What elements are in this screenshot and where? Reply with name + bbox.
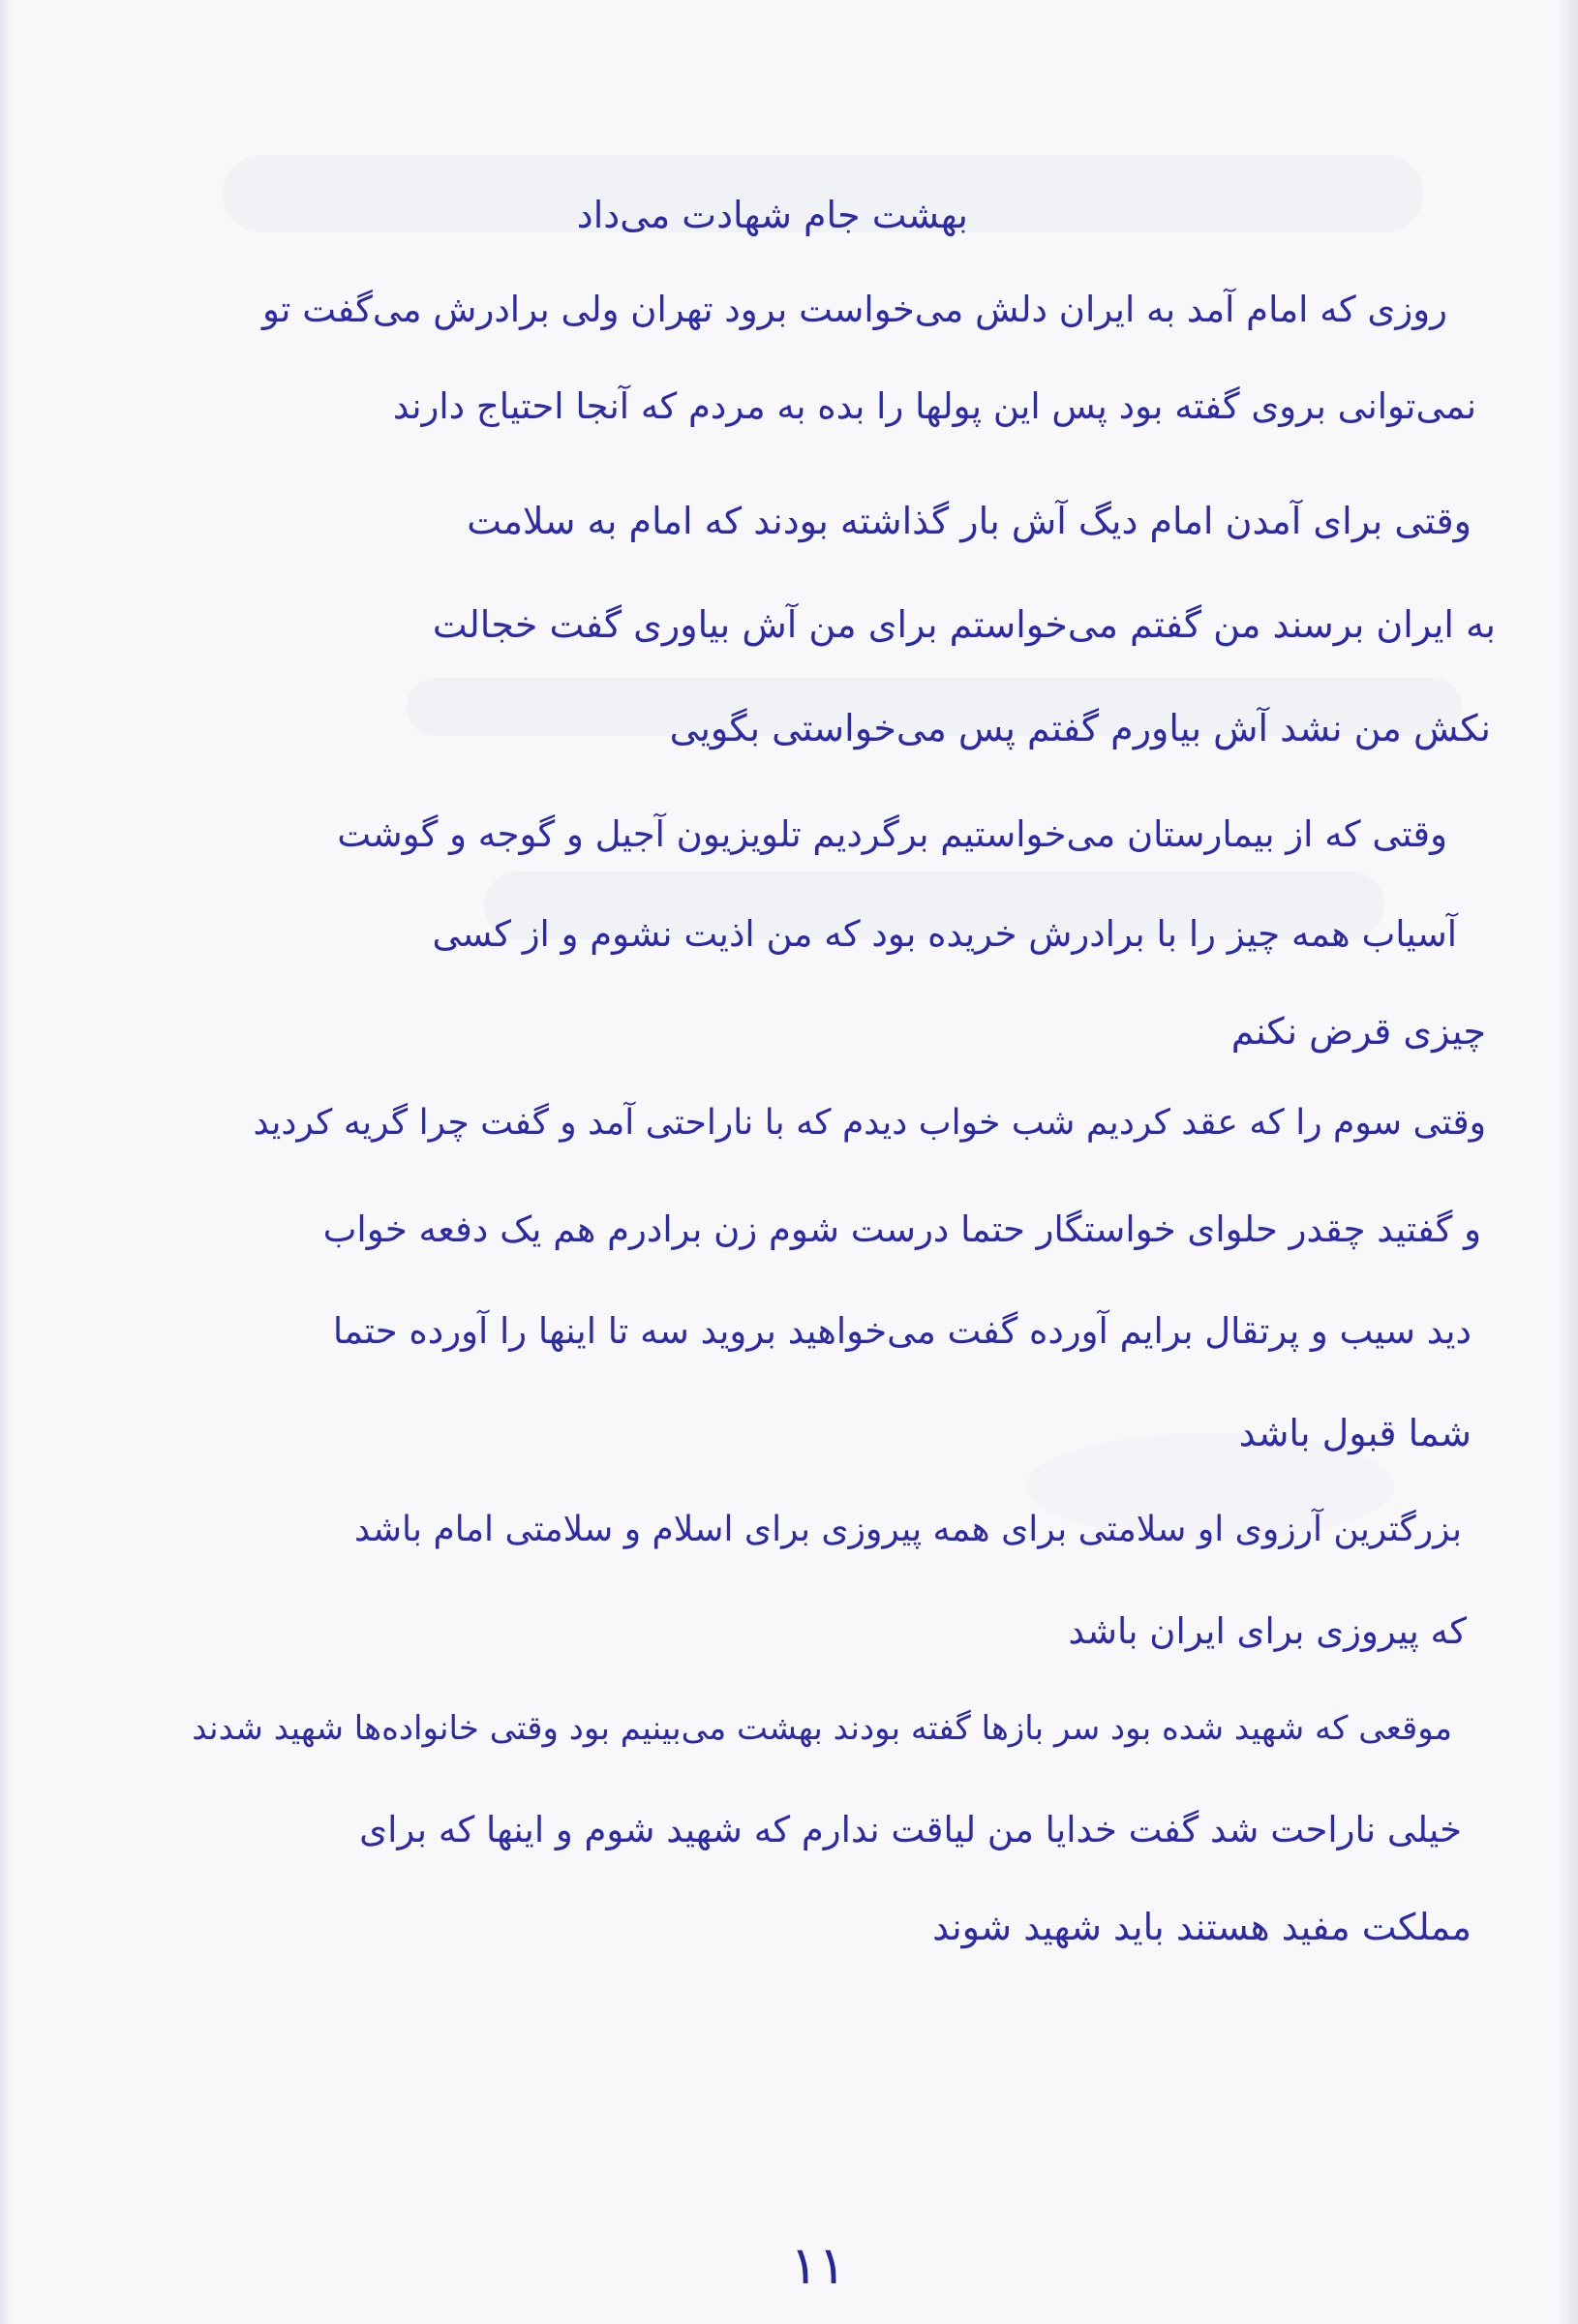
handwritten-line: بهشت جام شهادت می‌داد <box>576 194 968 236</box>
handwritten-line: وقتی برای آمدن امام دیگ آش بار گذاشته بودند که امام به سلامت <box>467 500 1472 542</box>
handwritten-line: شما قبول باشد <box>1238 1412 1472 1454</box>
scan-edge-left <box>0 0 14 2324</box>
handwritten-line: که پیروزی برای ایران باشد <box>1068 1610 1467 1652</box>
handwritten-line: و گفتید چقدر حلوای خواستگار حتما درست شوم زن برادرم هم یک دفعه خواب <box>322 1208 1481 1250</box>
handwritten-line: مملکت مفید هستند باید شهید شوند <box>932 1906 1472 1948</box>
handwritten-line: نکش من نشد آش بیاورم گفتم پس می‌خواستی بگویی <box>669 707 1491 749</box>
handwritten-line: به ایران برسند من گفتم می‌خواستم برای من آش بیاوری گفت خجالت <box>432 603 1496 646</box>
handwritten-line: بزرگترین آرزوی او سلامتی برای همه پیروزی برای اسلام و سلامتی امام باشد <box>353 1510 1462 1549</box>
handwritten-line: موقعی که شهید شده بود سر بازها گفته بودند بهشت می‌بینیم بود وقتی خانواده‌ها شهید شدند <box>192 1709 1452 1748</box>
handwritten-line: نمی‌توانی بروی گفته بود پس این پولها را بده به مردم که آنجا احتیاج دارند <box>392 385 1476 427</box>
handwritten-line: وقتی سوم را که عقد کردیم شب خواب دیدم که با ناراحتی آمد و گفت چرا گریه کردید <box>253 1103 1486 1143</box>
handwritten-line: خیلی ناراحت شد گفت خدایا من لیاقت ندارم که شهید شوم و اینها که برای <box>359 1809 1462 1850</box>
handwritten-line: روزی که امام آمد به ایران دلش می‌خواست برود تهران ولی برادرش می‌گفت تو <box>262 289 1447 330</box>
page-number: ۱۱ <box>789 2235 846 2296</box>
handwritten-line: دید سیب و پرتقال برایم آورده گفت می‌خواهید بروید سه تا اینها را آورده حتما <box>332 1310 1472 1352</box>
handwritten-line: وقتی که از بیمارستان می‌خواستیم برگردیم تلویزیون آجیل و گوجه و گوشت <box>337 813 1447 855</box>
handwritten-line: چیزی قرض نکنم <box>1230 1010 1486 1053</box>
handwritten-line: آسیاب همه چیز را با برادرش خریده بود که من اذیت نشوم و از کسی <box>432 913 1457 955</box>
scan-edge-right <box>1557 0 1578 2324</box>
